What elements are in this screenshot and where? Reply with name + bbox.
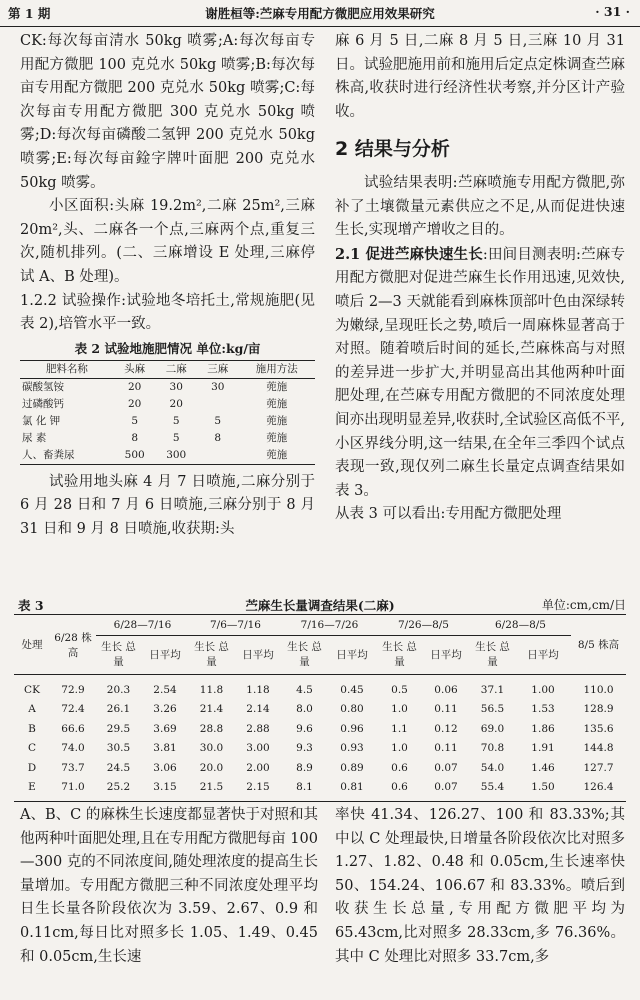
table-cell: 8.1 [296, 781, 313, 794]
table-cell: 0.07 [434, 781, 458, 794]
results-intro-paragraph: 试验结果表明:苎麻喷施专用配方微肥,弥补了土壤微量元素供应之不足,从而促进快速生长,实现增产增收之目的。 [335, 174, 625, 239]
table-cell: 2.88 [246, 722, 270, 735]
table-cell: 126.4 [583, 781, 614, 794]
total-growth-header: 生长 总量 [194, 641, 229, 668]
period-header: 6/28—8/5 [470, 615, 571, 636]
table-cell: 3.15 [153, 781, 177, 794]
table-cell: 3.26 [153, 703, 177, 716]
table-cell: 135.6 [583, 722, 614, 735]
daily-average-header: 日平均 [336, 648, 368, 661]
table-cell [197, 447, 239, 465]
daily-average-header: 日平均 [430, 648, 462, 661]
table-cell: B [28, 722, 36, 735]
table-cell: 5 [214, 414, 222, 427]
table-cell: D [27, 761, 37, 774]
plot-area-paragraph: 小区面积:头麻 19.2m²,二麻 25m²,三麻 20m²,头、二麻各一个点,三麻两个点,重复三次,随机排列。(二、三麻增设 E 处理,三麻停试 A、B 处理)。 [20, 198, 315, 285]
table-cell: 3.06 [153, 761, 177, 774]
table-cell: 碳酸氢铵 [22, 380, 64, 393]
treatment-header: 处理 [21, 639, 43, 651]
table3-title: 苎麻生长量调查结果(二麻) [245, 598, 395, 613]
table-cell: 8 [214, 431, 222, 444]
left-column-bottom [20, 804, 318, 969]
table-cell: 2.00 [246, 761, 270, 774]
table-cell: E [28, 781, 36, 794]
table-cell: 蔸施 [266, 397, 288, 410]
table-cell: 128.9 [583, 703, 614, 716]
period-header: 7/26—8/5 [377, 615, 470, 636]
table-cell: 55.4 [480, 781, 505, 794]
table-cell: C [27, 742, 37, 755]
growth-paragraph: :田间目测表明:苎麻专用配方微肥对促进苎麻生长作用迅速,见效快,喷后 2—3 天就能看到麻株顶部叶色由深绿转为嫩绿,呈现旺长之势,喷后一周麻株显著高于对照。随着喷后时间的延长,苎麻株高与对照的差异进一步扩大,并明显高出其他两种叶面肥处理,在苎麻专用配方微肥的不同浓度处理间亦出现明显差异,收获时,全试验区高低不平,小区界线分明,这一结果,在全年三季四个试点表现一致,现仅列二麻生长量定点调查结果如表 3。 [335, 246, 625, 499]
daily-average-header: 日平均 [527, 648, 559, 661]
table-cell: 1.0 [391, 703, 408, 716]
table-cell: 5 [172, 431, 180, 444]
table-cell: 5 [172, 414, 180, 427]
table-cell: 24.5 [106, 761, 131, 774]
period-header: 7/6—7/16 [189, 615, 282, 636]
table-cell: 73.7 [61, 761, 85, 774]
table-cell: 0.6 [391, 761, 408, 774]
running-title: 谢胜桓等:苎麻专用配方微肥应用效果研究 [205, 6, 435, 21]
total-growth-header: 生长 总量 [382, 641, 417, 668]
table-cell: CK [24, 683, 40, 696]
table-cell: 72.9 [61, 683, 85, 696]
table-cell: 9.3 [296, 742, 313, 755]
table-cell: 2.15 [246, 781, 270, 794]
table-cell: 1.91 [531, 742, 555, 755]
table-row [14, 778, 626, 802]
table-cell: 0.06 [434, 683, 458, 696]
table-cell: 0.12 [434, 722, 458, 735]
table-row [14, 675, 626, 700]
table-cell: 1.18 [246, 683, 270, 696]
table-cell: 500 [124, 448, 145, 461]
table-cell: 3.00 [246, 742, 270, 755]
left-column-top [20, 30, 315, 542]
table3-title-bar [14, 594, 626, 614]
start-height-header: 6/28 株高 [54, 631, 92, 659]
table-cell: 0.6 [391, 781, 408, 794]
table-cell: 0.45 [340, 683, 364, 696]
table-cell: 72.4 [61, 703, 85, 716]
table2-header: 二麻 [165, 362, 187, 375]
table-row [20, 413, 315, 430]
table-row [14, 719, 626, 739]
total-growth-header: 生长 总量 [287, 641, 322, 668]
treatment-definitions: CK:每次每亩清水 50kg 喷雾;A:每次每亩专用配方微肥 100 克兑水 50kg 喷雾;B:每次每亩专用配方微肥 200 克兑水 50kg 喷雾;C:每次每亩专用配方微肥 300 克兑水 50kg 喷雾;D:每次每亩磷酸二氢钾 200 克兑水 50kg 喷雾;E:每次每亩鍂字牌叶面肥 200 克兑水 50kg 喷雾。 [20, 33, 315, 191]
table-cell: 70.8 [480, 742, 505, 755]
table-row [14, 700, 626, 720]
right-column-top [335, 30, 625, 527]
table-cell: 0.80 [340, 703, 364, 716]
table-cell: 0.96 [340, 722, 364, 735]
table-cell: 66.6 [61, 722, 85, 735]
table-cell: 1.53 [531, 703, 555, 716]
table-cell: 0.93 [340, 742, 364, 755]
subsection-title: 2.1 促进苎麻快速生长 [335, 245, 483, 263]
table-cell: 5 [131, 414, 138, 427]
section-title: 2 结果与分析 [335, 138, 450, 161]
table-cell: 氯 化 钾 [22, 414, 61, 427]
table-cell: 4.5 [296, 683, 313, 696]
table-cell: 0.5 [391, 683, 408, 696]
page-number: · 31 · [595, 4, 630, 19]
table-cell: 20 [127, 397, 142, 410]
table3-number: 表 3 [18, 598, 44, 613]
total-growth-header: 生长 总量 [101, 641, 136, 668]
table2-caption: 表 2 试验地施肥情况 单位:kg/亩 [74, 340, 261, 356]
table-cell: 蔸施 [266, 414, 288, 427]
table-cell: 71.0 [61, 781, 85, 794]
table-cell: 蔸施 [266, 431, 288, 444]
right-column-bottom [335, 804, 625, 969]
table-cell: 30.0 [199, 742, 224, 755]
issue-number: 第 1 期 [8, 6, 51, 21]
table-cell: 0.89 [340, 761, 364, 774]
table2-header: 头麻 [124, 362, 146, 375]
table-cell: 30 [211, 380, 225, 393]
table-cell: 144.8 [583, 742, 614, 755]
table-cell: 0.11 [434, 703, 458, 716]
harvest-paragraph: 麻 6 月 5 日,二麻 8 月 5 日,三麻 10 月 31 日。试验肥施用前和施用后定点定株调查苎麻株高,收获时进行经济性状考察,并分区计产验收。 [335, 33, 625, 120]
table3-lead-paragraph: 从表 3 可以看出:专用配方微肥处理 [335, 506, 562, 523]
table-cell: 37.1 [480, 683, 505, 696]
period-header: 7/16—7/26 [282, 615, 377, 636]
table-row [20, 378, 315, 396]
growth-survey-table [14, 614, 626, 802]
table-cell: 20.3 [106, 683, 131, 696]
table3-unit: 单位:cm,cm/日 [541, 598, 626, 612]
table-cell: 29.5 [106, 722, 131, 735]
page-header [0, 0, 640, 27]
table-row [20, 396, 315, 413]
table-cell: 0.81 [340, 781, 364, 794]
table-cell: 1.0 [391, 742, 408, 755]
table-cell: 8.0 [296, 703, 313, 716]
table-cell: 26.1 [106, 703, 131, 716]
table2-header: 三麻 [207, 362, 229, 375]
table-cell: 300 [166, 448, 187, 461]
fertilization-table [20, 360, 315, 465]
application-dates-paragraph: 试验用地头麻 4 月 7 日喷施,二麻分别于 6 月 28 日和 7 月 6 日喷施,三麻分别于 8 月 31 日和 9 月 8 日喷施,收获期:头 [20, 473, 315, 537]
table-cell: 3.69 [153, 722, 177, 735]
table-cell: 30 [169, 380, 183, 393]
operations-paragraph: 1.2.2 试验操作:试验地冬培托土,常规施肥(见表 2),培管水平一致。 [20, 292, 315, 333]
table2-header: 施用方法 [255, 362, 298, 375]
table-cell: 1.00 [531, 683, 555, 696]
table-cell: 0.07 [434, 761, 458, 774]
table2-header: 肥料名称 [45, 362, 88, 375]
daily-average-header: 日平均 [242, 648, 274, 661]
table-cell: 过磷酸钙 [22, 397, 64, 410]
discussion-right-paragraph: 率快 41.34、126.27、100 和 83.33%;其中以 C 处理最快,日增量各阶段依次比对照多 1.27、1.82、0.48 和 0.05cm,生长速率快 50、154.24、106.67 和 83.33%。喷后到收获生长总量,专用配方微肥平均为 65.43cm,比对照多 28.33cm,多 76.36%。其中 C 处理比对照多 33.7cm,多 [335, 807, 625, 965]
table-cell: 0.11 [434, 742, 458, 755]
table-cell: 74.0 [61, 742, 85, 755]
table-cell: 30.5 [106, 742, 131, 755]
table-row [20, 447, 315, 465]
table-cell: 1.1 [391, 722, 408, 735]
table-row [20, 430, 315, 447]
table-cell: 蔸施 [266, 380, 288, 393]
table-cell: A [28, 703, 36, 716]
table-cell: 69.0 [480, 722, 505, 735]
discussion-left-paragraph: A、B、C 的麻株生长速度都显著快于对照和其他两种叶面肥处理,且在专用配方微肥每亩 100—300 克的不同浓度间,随处理浓度的提高生长量增加。专用配方微肥三种不同浓度处理平均日生长量各阶段依次为 3.59、2.67、0.9 和 0.11cm,每日比对照多长 1.05、1.49、0.45 和 0.05cm,生长速 [20, 807, 318, 965]
table-cell: 3.81 [153, 742, 177, 755]
table-cell: 11.8 [199, 683, 224, 696]
table-cell: 20.0 [199, 761, 224, 774]
total-growth-header: 生长 总量 [475, 641, 510, 668]
table-cell: 56.5 [480, 703, 505, 716]
table-cell: 54.0 [480, 761, 505, 774]
table-cell: 尿 素 [22, 431, 47, 444]
table-cell: 1.46 [531, 761, 555, 774]
table-cell: 25.2 [106, 781, 131, 794]
table-cell: 2.14 [246, 703, 270, 716]
period-header: 6/28—7/16 [96, 615, 189, 636]
table-cell: 127.7 [583, 761, 614, 774]
table-cell: 20 [169, 397, 183, 410]
daily-average-header: 日平均 [149, 648, 181, 661]
table-cell: 1.86 [531, 722, 555, 735]
table-cell: 28.8 [199, 722, 224, 735]
table-cell: 8.9 [296, 761, 313, 774]
table-cell: 2.54 [153, 683, 177, 696]
table-cell: 20 [127, 380, 142, 393]
table-row [14, 739, 626, 759]
table-cell: 21.5 [199, 781, 224, 794]
table-row [14, 758, 626, 778]
table-cell: 蔸施 [266, 448, 288, 461]
table-cell: 110.0 [583, 683, 614, 696]
table-cell: 9.6 [296, 722, 313, 735]
table-cell: 人、畜粪尿 [22, 448, 75, 461]
table-cell: 8 [131, 431, 138, 444]
end-height-header: 8/5 株高 [577, 639, 620, 651]
table-cell: 21.4 [199, 703, 224, 716]
table-cell [197, 396, 239, 413]
table-cell: 1.50 [531, 781, 555, 794]
